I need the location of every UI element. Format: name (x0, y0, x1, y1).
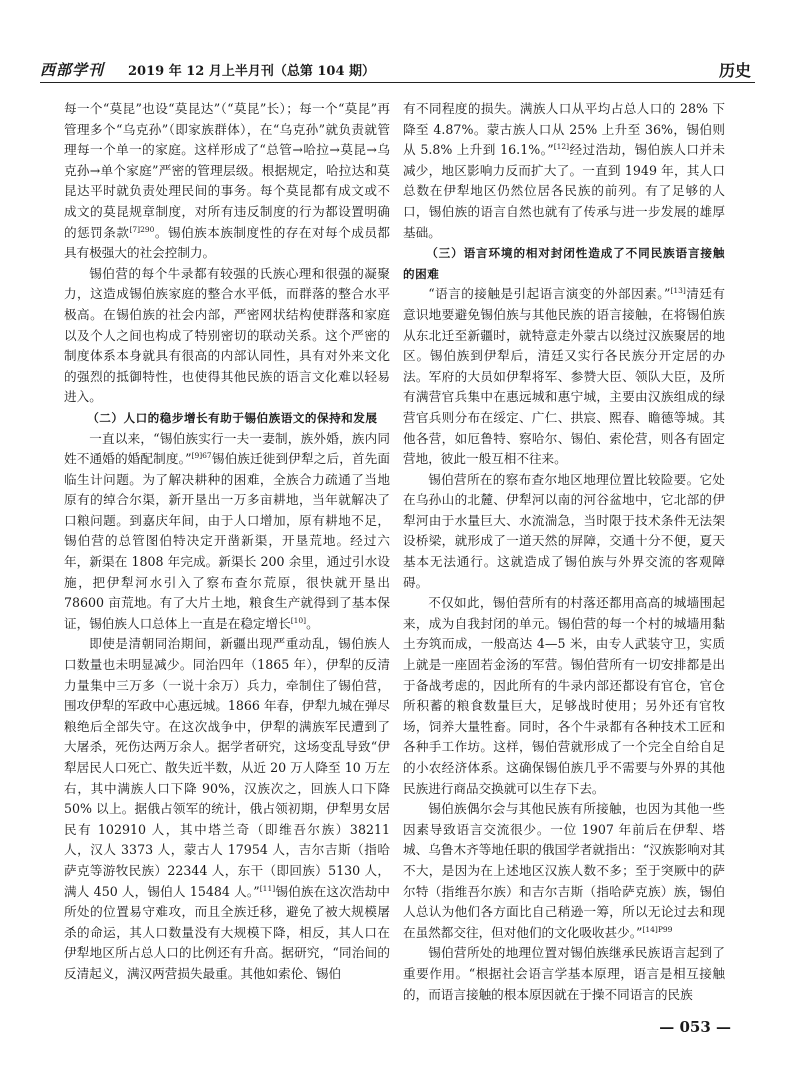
paragraph-text: 锡伯营所处的地理位置对锡伯族继承民族语言起到了重要作用。“根据社会语言学基本原理，语言是相互接触的，而语言接触的根本原因就在于操不同语言的民族 (403, 945, 725, 1002)
paragraph-text: 锡伯族迁徙到伊犁之后，首先面临生计问题。为了解决耕种的困难，全族合力疏通了当地原有的绰合尔渠，新开垦出一万多亩耕地，当年就解决了口粮问题。到嘉庆年间，由于人口增加，原有耕地不足，锡伯营的总管图伯特决定开凿新渠，开垦荒地。经过六年，新渠在 1808 年完成。新渠长 200 余里，通过引水设施，把伊犁河水引入了察布查尔荒原，很快就开垦出 78600 亩荒地。有了大片土地，粮食生产就得到了基本保证，锡伯族人口总体上一直是在稳定增长 (64, 451, 391, 631)
subsection-heading (403, 243, 725, 284)
citation-ref: [10] (290, 615, 307, 625)
body-paragraph (64, 99, 390, 264)
body-paragraph (64, 264, 390, 408)
subsection-heading (64, 408, 390, 429)
paragraph-text: （三）语言环境的相对封闭性造成了不同民族语言接触的困难 (403, 246, 725, 281)
body-paragraph (403, 943, 725, 1005)
paragraph-text: 。锡伯族本族制度性的存在对每个成员都具有极强大的社会控制力。 (64, 224, 391, 261)
body-paragraph (403, 799, 725, 943)
paragraph-text: 锡伯族在这次浩劫中所处的位置易守难攻，而且全族迁移，避免了被大规模屠杀的命运，其人口数量没有大规模下降，相反，其人口在伊犁地区所占总人口的比例还有升高。据研究，“同治间的反清起义，满汉两营损失最重。其他如索伦、锡伯 (64, 883, 390, 981)
body-paragraph (403, 284, 725, 469)
body-paragraph (64, 634, 390, 984)
page-number: — 053 — (659, 1018, 731, 1036)
paragraph-text: 即使是清朝同治期间，新疆出现严重动乱，锡伯族人口数量也未明显减少。同治四年（1865 年），伊犁的反清力量集中三万多（一说十余万）兵力，牵制住了锡伯营，围攻伊犁的军政中心惠远城。1866 年春，伊犁九城在弹尽粮绝后全部失守。在这次战争中，伊犁的满族军民遭到了大屠杀，死伤达两万余人。据学者研究，这场变乱导致“伊犁居民人口死亡、散失近半数，从近 20 万人降至 10 万左右，其中满族人口下降 90%，汉族次之，回族人口下降 50% 以上。据俄占领军的统计，俄占领初期，伊犁男女居民有 102910 人，其中塔兰奇（即维吾尔族）38211 人，汉人 3373 人，蒙古人 17954 人，吉尔吉斯（指哈萨克等游牧民族）22344 人，东干（即回族）5130 人，满人 450 人，锡伯人 15484 人。” (64, 636, 390, 899)
paragraph-text: 锡伯族偶尔会与其他民族有所接触，也因为其他一些因素导致语言交流很少。一位 1907 年前后在伊犁、塔城、乌鲁木齐等地任职的俄国学者就指出：“汉族影响对其不大，是因为在上述地区汉族人数不多；至于突厥中的萨尔特（指维吾尔族）和吉尔吉斯（指哈萨克族）族，锡伯人总认为他们各方面比自己稍逊一筹，所以无论过去和现在虽然都交往，但对他们的文化吸收甚少。” (403, 801, 725, 940)
citation-ref: [12] (553, 142, 570, 151)
section-label: 历史 (718, 61, 751, 80)
journal-logo: 西部学刊 (40, 61, 105, 79)
paragraph-text: （二）人口的稳步增长有助于锡伯族语文的保持和发展 (87, 410, 378, 425)
body-paragraph (64, 429, 390, 635)
paragraph-text: “语言的接触是引起语言演变的外部因素。” (428, 286, 671, 302)
paragraph-text: 一直以来，“锡伯族实行一夫一妻制，族外婚，族内同姓不通婚的婚配制度。” (64, 430, 390, 467)
right-column (403, 99, 725, 1005)
paragraph-text: 不仅如此，锡伯营所有的村落还都用高高的城墙围起来，成为自我封闭的单元。锡伯营的每一个村的城墙用黏土夯筑而成，一般高达 4—5 米，由专人武装守卫，实质上就是一座固若金汤的军营。锡伯营所有一切安排都是出于备战考虑的，因此所有的牛录内部还都设有官仓，官仓所积蓄的粮食数量巨大，足够战时使用；另外还有官牧场，饲养大量牲畜。同时，各个牛录都有各种技术工匠和各种手工作坊。这样，锡伯营就形成了一个完全自给自足的小农经济体系。这确保锡伯族几乎不需要与外界的其他民族进行商品交换就可以生存下去。 (403, 595, 725, 796)
issue-info: 2019 年 12 月上半月刊（总第 104 期） (128, 64, 376, 79)
paragraph-text: 锡伯营所在的察布查尔地区地理位置比较险要。它处在乌孙山的北麓、伊犁河以南的河谷盆地中，它北部的伊犁河由于水量巨大、水流湍急，当时限于技术条件无法架设桥梁，就形成了一道天然的屏障，交通十分不便，夏天基本无法通行。这就造成了锡伯族与外界交流的客观障碍。 (403, 471, 725, 590)
header-rule (40, 82, 755, 83)
paragraph-text: 每一个“莫昆”也设“莫昆达”（“莫昆”长）；每一个“莫昆”再管理多个“乌克孙”（即家族群体），在“乌克孙”就负责就管理每一个单一的家庭。这样形成了“总管→哈拉→莫昆→乌克孙→单个家庭”严密的管理层级。根据规定，哈拉达和莫昆达平时就负责处理民间的事务。每个莫昆都有成文或不成文的莫昆规章制度，对所有违反制度的行为都设置明确的惩罚条款 (64, 101, 390, 240)
citation-ref: [9]67 (191, 450, 212, 460)
citation-ref: [7]290 (129, 224, 155, 234)
paragraph-text: 。 (306, 615, 319, 631)
left-column (64, 99, 390, 985)
paragraph-text: 清廷有意识地要避免锡伯族与其他民族的语言接触，在将锡伯族从东北迁至新疆时，就特意走外蒙古以绕过汉族聚居的地区。锡伯族到伊犁后，清廷又实行各民族分开定居的办法。军府的大员如伊犁将军、参赞大臣、领队大臣，及所有满营官兵集中在惠远城和惠宁城，主要由汉族组成的绿营官兵则分布在绥定、广仁、拱宸、熙春、瞻德等城。其他各营，如厄鲁特、察哈尔、锡伯、索伦营，则各有固定营地，彼此一般互相不往来。 (403, 286, 726, 467)
paragraph-text: 锡伯营的每个牛录都有较强的氏族心理和很强的凝聚力，这造成锡伯族家庭的整合水平低，而群落的整合水平极高。在锡伯族的社会内部，严密网状结构使群落和家庭以及个人之间也构成了特别密切的联动关系。这个严密的制度体系本身就具有很高的内部认同性，具有对外来文化的强烈的抵御特性，也使得其他民族的语言文化难以轻易进入。 (64, 265, 390, 405)
citation-ref: [13] (670, 286, 686, 296)
citation-ref: [14]P99 (642, 924, 673, 934)
body-paragraph (403, 470, 725, 594)
citation-ref: [11] (259, 883, 276, 893)
body-paragraph (403, 593, 725, 799)
paragraph-text: 经过浩劫，锡伯族人口并未减少，地区影响力反而扩大了。一直到 1949 年，其人口总数在伊犁地区仍然位居各民族的前列。有了足够的人口，锡伯族的语言自然也就有了传承与进一步发展的雄厚基础。 (403, 142, 726, 240)
page-header (40, 55, 755, 81)
paragraph-text: 有不同程度的损失。满族人口从平均占总人口的 28% 下降至 4.87%。蒙古族人口从 25% 上升至 36%，锡伯则从 5.8% 上升到 16.1%。” (403, 101, 725, 158)
body-paragraph (403, 99, 725, 243)
